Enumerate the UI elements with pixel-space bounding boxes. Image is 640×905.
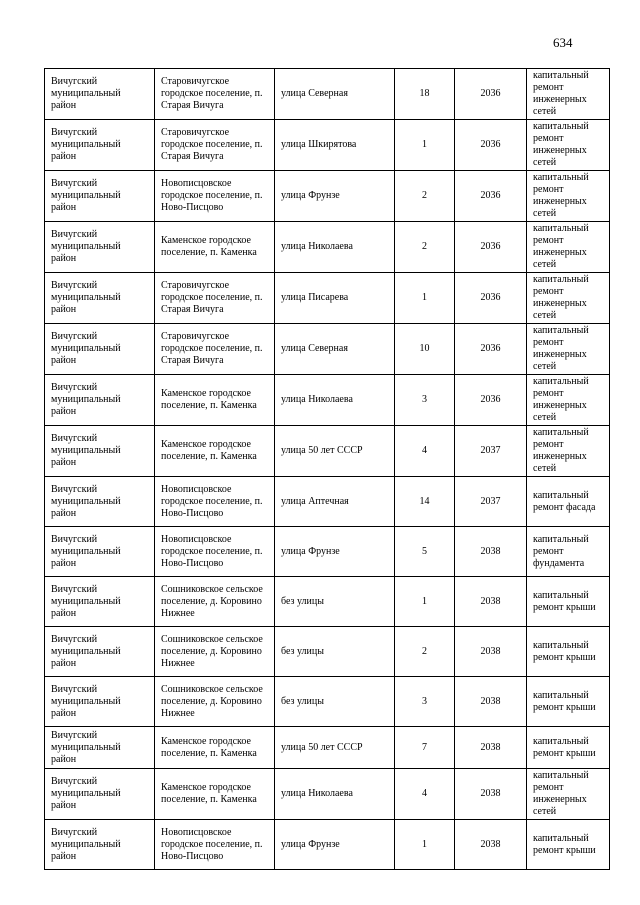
table-row bbox=[45, 577, 610, 627]
settlement-cell: Каменское городское поселение, п. Каменка bbox=[155, 769, 275, 820]
year-cell: 2038 bbox=[455, 627, 527, 677]
house-number-cell: 2 bbox=[395, 222, 455, 273]
work-type-cell: капитальный ремонт инженерных сетей bbox=[527, 171, 610, 222]
year-cell: 2036 bbox=[455, 375, 527, 426]
table-row bbox=[45, 820, 610, 870]
house-number-cell: 18 bbox=[395, 69, 455, 120]
street-cell: без улицы bbox=[275, 627, 395, 677]
district-cell: Вичугский муниципальный район bbox=[45, 677, 155, 727]
work-type-cell: капитальный ремонт крыши bbox=[527, 577, 610, 627]
house-number-cell: 2 bbox=[395, 627, 455, 677]
district-cell: Вичугский муниципальный район bbox=[45, 577, 155, 627]
district-cell: Вичугский муниципальный район bbox=[45, 171, 155, 222]
table-row bbox=[45, 69, 610, 120]
work-type-cell: капитальный ремонт крыши bbox=[527, 627, 610, 677]
house-number-cell: 14 bbox=[395, 477, 455, 527]
table-row bbox=[45, 677, 610, 727]
district-cell: Вичугский муниципальный район bbox=[45, 222, 155, 273]
settlement-cell: Сошниковское сельское поселение, д. Коровино Нижнее bbox=[155, 577, 275, 627]
work-type-cell: капитальный ремонт крыши bbox=[527, 820, 610, 870]
work-type-cell: капитальный ремонт фундамента bbox=[527, 527, 610, 577]
street-cell: улица Аптечная bbox=[275, 477, 395, 527]
house-number-cell: 3 bbox=[395, 677, 455, 727]
year-cell: 2036 bbox=[455, 324, 527, 375]
district-cell: Вичугский муниципальный район bbox=[45, 527, 155, 577]
year-cell: 2036 bbox=[455, 222, 527, 273]
settlement-cell: Старовичугское городское поселение, п. Старая Вичуга bbox=[155, 69, 275, 120]
year-cell: 2037 bbox=[455, 477, 527, 527]
district-cell: Вичугский муниципальный район bbox=[45, 69, 155, 120]
housing-repair-table bbox=[44, 68, 610, 870]
house-number-cell: 1 bbox=[395, 820, 455, 870]
year-cell: 2038 bbox=[455, 527, 527, 577]
settlement-cell: Новописцовское городское поселение, п. Ново-Писцово bbox=[155, 477, 275, 527]
table-row bbox=[45, 426, 610, 477]
settlement-cell: Старовичугское городское поселение, п. Старая Вичуга bbox=[155, 324, 275, 375]
work-type-cell: капитальный ремонт инженерных сетей bbox=[527, 426, 610, 477]
work-type-cell: капитальный ремонт инженерных сетей bbox=[527, 222, 610, 273]
table-body bbox=[45, 69, 610, 870]
house-number-cell: 10 bbox=[395, 324, 455, 375]
year-cell: 2038 bbox=[455, 577, 527, 627]
house-number-cell: 2 bbox=[395, 171, 455, 222]
work-type-cell: капитальный ремонт инженерных сетей bbox=[527, 769, 610, 820]
district-cell: Вичугский муниципальный район bbox=[45, 477, 155, 527]
district-cell: Вичугский муниципальный район bbox=[45, 769, 155, 820]
year-cell: 2036 bbox=[455, 171, 527, 222]
street-cell: улица Николаева bbox=[275, 769, 395, 820]
year-cell: 2037 bbox=[455, 426, 527, 477]
table-row bbox=[45, 171, 610, 222]
settlement-cell: Каменское городское поселение, п. Каменка bbox=[155, 426, 275, 477]
settlement-cell: Старовичугское городское поселение, п. Старая Вичуга bbox=[155, 273, 275, 324]
district-cell: Вичугский муниципальный район bbox=[45, 820, 155, 870]
street-cell: улица Фрунзе bbox=[275, 820, 395, 870]
house-number-cell: 4 bbox=[395, 769, 455, 820]
settlement-cell: Сошниковское сельское поселение, д. Коровино Нижнее bbox=[155, 677, 275, 727]
house-number-cell: 5 bbox=[395, 527, 455, 577]
district-cell: Вичугский муниципальный район bbox=[45, 627, 155, 677]
house-number-cell: 1 bbox=[395, 273, 455, 324]
settlement-cell: Новописцовское городское поселение, п. Ново-Писцово bbox=[155, 171, 275, 222]
year-cell: 2036 bbox=[455, 120, 527, 171]
table-row bbox=[45, 273, 610, 324]
table-row bbox=[45, 727, 610, 769]
year-cell: 2038 bbox=[455, 820, 527, 870]
table-row bbox=[45, 627, 610, 677]
district-cell: Вичугский муниципальный район bbox=[45, 727, 155, 769]
district-cell: Вичугский муниципальный район bbox=[45, 273, 155, 324]
street-cell: улица Николаева bbox=[275, 375, 395, 426]
street-cell: без улицы bbox=[275, 677, 395, 727]
settlement-cell: Каменское городское поселение, п. Каменка bbox=[155, 375, 275, 426]
work-type-cell: капитальный ремонт крыши bbox=[527, 727, 610, 769]
street-cell: улица Шкирятова bbox=[275, 120, 395, 171]
house-number-cell: 1 bbox=[395, 120, 455, 171]
page-number: 634 bbox=[553, 35, 573, 50]
settlement-cell: Новописцовское городское поселение, п. Ново-Писцово bbox=[155, 820, 275, 870]
settlement-cell: Старовичугское городское поселение, п. Старая Вичуга bbox=[155, 120, 275, 171]
table-row bbox=[45, 375, 610, 426]
year-cell: 2038 bbox=[455, 769, 527, 820]
district-cell: Вичугский муниципальный район bbox=[45, 120, 155, 171]
house-number-cell: 4 bbox=[395, 426, 455, 477]
house-number-cell: 3 bbox=[395, 375, 455, 426]
table-row bbox=[45, 324, 610, 375]
house-number-cell: 1 bbox=[395, 577, 455, 627]
table-row bbox=[45, 120, 610, 171]
district-cell: Вичугский муниципальный район bbox=[45, 324, 155, 375]
table-row bbox=[45, 769, 610, 820]
house-number-cell: 7 bbox=[395, 727, 455, 769]
settlement-cell: Сошниковское сельское поселение, д. Коровино Нижнее bbox=[155, 627, 275, 677]
street-cell: улица Северная bbox=[275, 69, 395, 120]
district-cell: Вичугский муниципальный район bbox=[45, 426, 155, 477]
street-cell: улица Писарева bbox=[275, 273, 395, 324]
work-type-cell: капитальный ремонт инженерных сетей bbox=[527, 69, 610, 120]
street-cell: улица 50 лет СССР bbox=[275, 426, 395, 477]
street-cell: улица 50 лет СССР bbox=[275, 727, 395, 769]
district-cell: Вичугский муниципальный район bbox=[45, 375, 155, 426]
year-cell: 2038 bbox=[455, 727, 527, 769]
year-cell: 2036 bbox=[455, 273, 527, 324]
table-row bbox=[45, 222, 610, 273]
year-cell: 2036 bbox=[455, 69, 527, 120]
street-cell: без улицы bbox=[275, 577, 395, 627]
work-type-cell: капитальный ремонт крыши bbox=[527, 677, 610, 727]
work-type-cell: капитальный ремонт инженерных сетей bbox=[527, 120, 610, 171]
year-cell: 2038 bbox=[455, 677, 527, 727]
table-row bbox=[45, 477, 610, 527]
settlement-cell: Каменское городское поселение, п. Каменка bbox=[155, 727, 275, 769]
settlement-cell: Каменское городское поселение, п. Каменка bbox=[155, 222, 275, 273]
street-cell: улица Фрунзе bbox=[275, 527, 395, 577]
work-type-cell: капитальный ремонт фасада bbox=[527, 477, 610, 527]
work-type-cell: капитальный ремонт инженерных сетей bbox=[527, 324, 610, 375]
work-type-cell: капитальный ремонт инженерных сетей bbox=[527, 375, 610, 426]
street-cell: улица Северная bbox=[275, 324, 395, 375]
street-cell: улица Николаева bbox=[275, 222, 395, 273]
work-type-cell: капитальный ремонт инженерных сетей bbox=[527, 273, 610, 324]
table-row bbox=[45, 527, 610, 577]
street-cell: улица Фрунзе bbox=[275, 171, 395, 222]
settlement-cell: Новописцовское городское поселение, п. Ново-Писцово bbox=[155, 527, 275, 577]
